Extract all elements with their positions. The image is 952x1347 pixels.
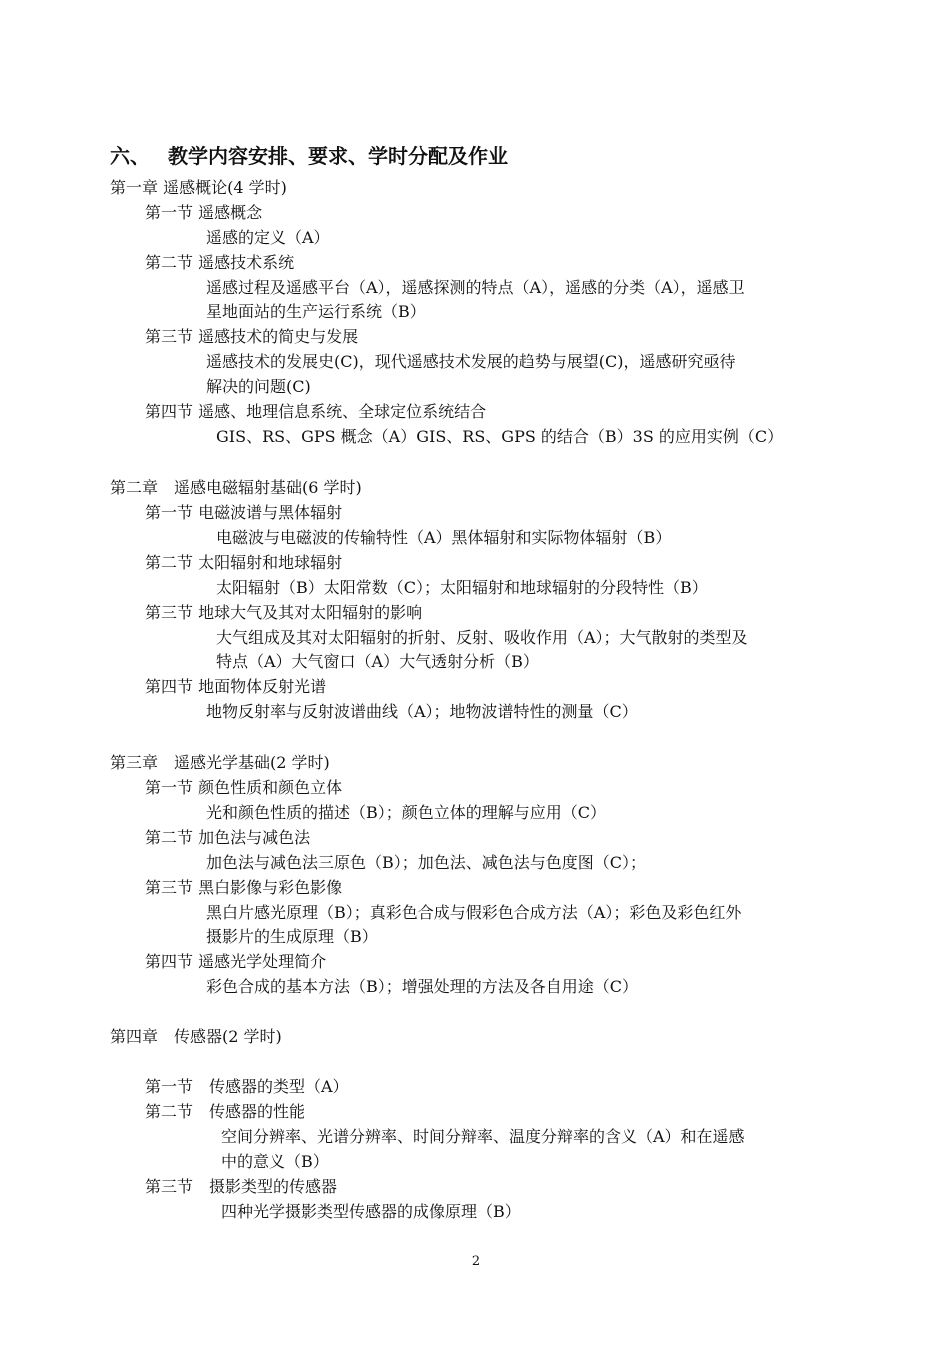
detail-line: 加色法与减色法三原色（B）；加色法、减色法与色度图（C）； [206, 853, 647, 872]
detail-line: 地物反射率与反射波谱曲线（A）；地物波谱特性的测量（C） [206, 702, 638, 721]
chapter-title: 第一章 遥感概论(4 学时) [110, 178, 287, 197]
detail-line: 彩色合成的基本方法（B）；增强处理的方法及各自用途（C） [206, 977, 639, 996]
detail-line: 遥感的定义（A） [206, 228, 330, 247]
detail-line: 遥感过程及遥感平台（A），遥感探测的特点（A），遥感的分类（A），遥感卫 [206, 278, 745, 297]
section-title-line: 第一节 遥感概念 [145, 203, 263, 222]
section-title-line: 第三节 摄影类型的传感器 [145, 1177, 338, 1196]
section-title-line: 第二节 传感器的性能 [145, 1102, 306, 1121]
detail-line: 大气组成及其对太阳辐射的折射、反射、吸收作用（A）；大气散射的类型及 [216, 628, 748, 647]
section-title-line: 第二节 遥感技术系统 [145, 253, 295, 272]
detail-line: 星地面站的生产运行系统（B） [206, 302, 426, 321]
chapter-title: 第三章 遥感光学基础(2 学时) [110, 753, 330, 772]
section-title-line: 第一节 传感器的类型（A） [145, 1077, 349, 1096]
detail-line: 光和颜色性质的描述（B）；颜色立体的理解与应用（C） [206, 803, 607, 822]
chapter-title: 第二章 遥感电磁辐射基础(6 学时) [110, 478, 362, 497]
section-title-line: 第一节 电磁波谱与黑体辐射 [145, 503, 343, 522]
detail-line: 四种光学摄影类型传感器的成像原理（B） [221, 1202, 521, 1221]
detail-line: 中的意义（B） [221, 1152, 329, 1171]
section-heading [110, 140, 508, 169]
page-number: 2 [471, 1254, 481, 1269]
section-title-line: 第三节 黑白影像与彩色影像 [145, 878, 343, 897]
section-title: 教学内容安排、要求、学时分配及作业 [168, 144, 508, 168]
detail-line: 黑白片感光原理（B）；真彩色合成与假彩色合成方法（A）；彩色及彩色红外 [206, 903, 742, 922]
detail-line: 太阳辐射（B）太阳常数（C）；太阳辐射和地球辐射的分段特性（B） [216, 578, 708, 597]
section-title-line: 第三节 地球大气及其对太阳辐射的影响 [145, 603, 423, 622]
section-title-line: 第四节 遥感光学处理简介 [145, 952, 327, 971]
detail-line: 电磁波与电磁波的传输特性（A）黑体辐射和实际物体辐射（B） [216, 528, 672, 547]
detail-line: 摄影片的生成原理（B） [206, 927, 378, 946]
detail-line: 解决的问题(C) [206, 377, 311, 396]
detail-line: 特点（A）大气窗口（A）大气透射分析（B） [216, 652, 539, 671]
detail-line: GIS、RS、GPS 概念（A）GIS、RS、GPS 的结合（B）3S 的应用实例（C） [216, 427, 784, 446]
section-title-line: 第一节 颜色性质和颜色立体 [145, 778, 343, 797]
section-title-line: 第四节 地面物体反射光谱 [145, 677, 327, 696]
section-title-line: 第二节 太阳辐射和地球辐射 [145, 553, 343, 572]
section-title-line: 第三节 遥感技术的简史与发展 [145, 327, 359, 346]
detail-line: 空间分辨率、光谱分辨率、时间分辩率、温度分辩率的含义（A）和在遥感 [221, 1127, 745, 1146]
section-title-line: 第二节 加色法与减色法 [145, 828, 311, 847]
chapter-title: 第四章 传感器(2 学时) [110, 1027, 282, 1046]
detail-line: 遥感技术的发展史(C)，现代遥感技术发展的趋势与展望(C)，遥感研究亟待 [206, 352, 736, 371]
section-title-line: 第四节 遥感、地理信息系统、全球定位系统结合 [145, 402, 487, 421]
section-number: 六、 [110, 144, 150, 168]
